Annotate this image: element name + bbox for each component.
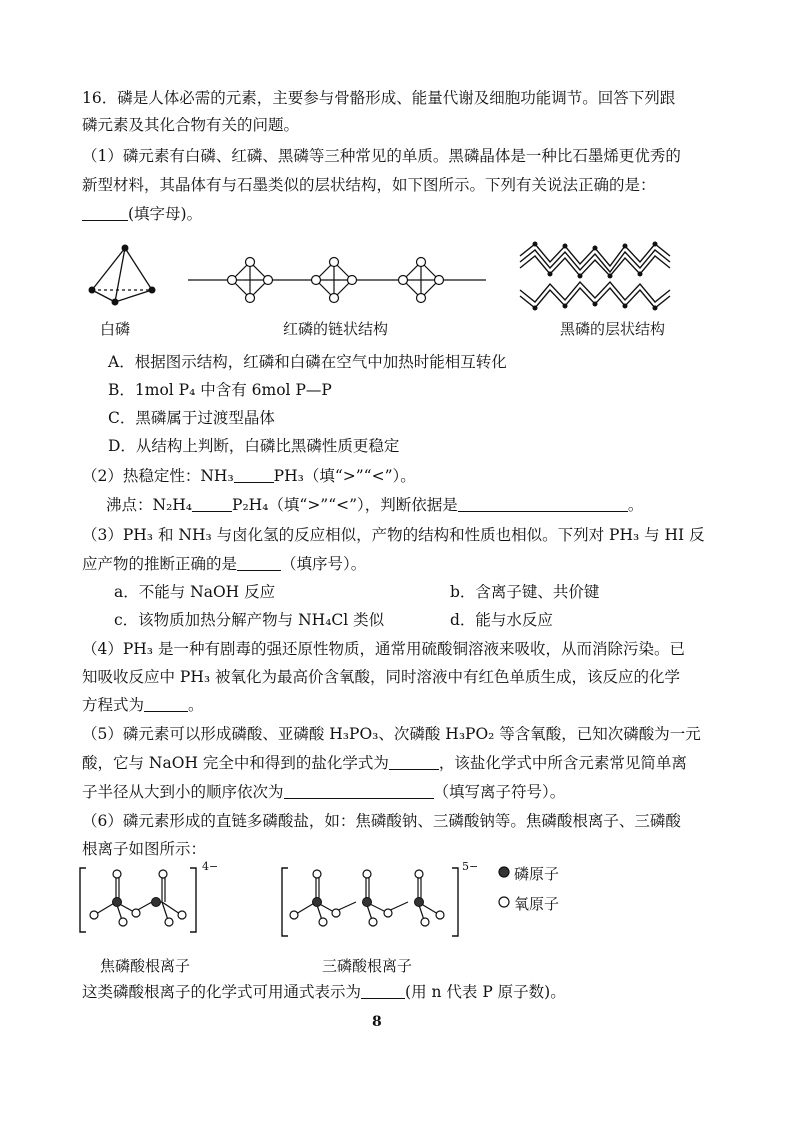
part1-line1: （1）磷元素有白磷、红磷、黑磷等三种常见的单质。黑磷晶体是一种比石墨烯更优秀的: [82, 147, 681, 165]
part4-line2: 知吸收反应中 PH₃ 被氧化为最高价含氧酸，同时溶液中有红色单质生成，该反应的化学: [82, 668, 681, 686]
question-intro-line2: 磷元素及其化合物有关的问题。: [82, 116, 300, 134]
phosphorus-atom-legend-icon: [499, 867, 509, 877]
answer-blank[interactable]: [458, 497, 628, 512]
red-phosphorus-chain: [188, 258, 486, 303]
page-number: 8: [372, 1014, 382, 1030]
part2-boiling-point: 沸点：N₂H₄ P₂H₄（填“>”“<”），判断依据是 。: [106, 496, 644, 514]
part6-line1: （6）磷元素形成的直链多磷酸盐，如：焦磷酸钠、三磷酸钠等。焦磷酸根离子、三磷酸: [82, 812, 681, 830]
oxygen-atom-legend-icon: [499, 897, 509, 907]
answer-blank[interactable]: [389, 755, 439, 770]
answer-blank[interactable]: [361, 984, 405, 999]
part3-line1: （3）PH₃ 和 NH₃ 与卤化氢的反应相似，产物的结构和性质也相似。下列对 PH₃ 与 HI 反: [82, 526, 705, 544]
allotrope-figure: [80, 238, 700, 320]
legend-oxygen: 氧原子: [514, 895, 560, 913]
option-b: b．含离子键、共价键: [450, 583, 600, 601]
answer-blank[interactable]: [234, 468, 274, 483]
caption-red-phosphorus: 红磷的链状结构: [283, 320, 389, 338]
caption-triphosphate: 三磷酸根离子: [322, 957, 413, 975]
part5-line3: 子半径从大到小的顺序依次为 （填写离子符号）。: [82, 783, 566, 801]
option-C: C．黑磷属于过渡型晶体: [108, 409, 275, 427]
part3-line2: 应产物的推断正确的是 （填序号）。: [82, 555, 367, 573]
answer-blank[interactable]: [284, 784, 434, 799]
part1-line2: 新型材料，其晶体有与石墨类似的层状结构，如下图所示。下列有关说法正确的是：: [82, 176, 656, 194]
part4-line1: （4）PH₃ 是一种有剧毒的强还原性物质，通常用硫酸铜溶液来吸收，从而消除污染。已: [82, 640, 685, 658]
option-B: B．1mol P₄ 中含有 6mol P—P: [108, 381, 332, 399]
black-phosphorus-layers: [520, 244, 670, 308]
answer-blank[interactable]: [144, 697, 188, 712]
option-c: c．该物质加热分解产物与 NH₄Cl 类似: [114, 611, 385, 629]
pyrophosphate-charge: 4−: [202, 860, 219, 873]
part2-stability: （2）热稳定性：NH₃ PH₃（填“>”“<”）。: [82, 467, 416, 485]
option-A: A．根据图示结构，红磷和白磷在空气中加热时能相互转化: [108, 353, 507, 371]
question-intro-line1: 16．磷是人体必需的元素，主要参与骨骼形成、能量代谢及细胞功能调节。回答下列跟: [82, 89, 676, 107]
part6-line2: 根离子如图所示：: [82, 840, 207, 858]
white-phosphorus-tetrahedron: [92, 248, 152, 302]
caption-black-phosphorus: 黑磷的层状结构: [560, 320, 666, 338]
caption-pyrophosphate: 焦磷酸根离子: [100, 957, 191, 975]
part4-line3: 方程式为 。: [82, 696, 204, 714]
part5-line2: 酸，它与 NaOH 完全中和得到的盐化学式为 ，该盐化学式中所含元素常见简单离: [82, 754, 687, 772]
final-question: 这类磷酸根离子的化学式可用通式表示为 (用 n 代表 P 原子数)。: [82, 983, 566, 1001]
option-d: d．能与水反应: [450, 611, 553, 629]
option-a: a．不能与 NaOH 反应: [114, 583, 276, 601]
answer-blank[interactable]: [82, 206, 128, 221]
option-D: D．从结构上判断，白磷比黑磷性质更稳定: [108, 437, 400, 455]
answer-blank[interactable]: [237, 556, 281, 571]
caption-white-phosphorus: 白磷: [100, 320, 131, 338]
part1-line3: (填字母)。: [82, 204, 202, 224]
answer-blank[interactable]: [192, 497, 232, 512]
part5-line1: （5）磷元素可以形成磷酸、亚磷酸 H₃PO₃、次磷酸 H₃PO₂ 等含氧酸，已知次磷酸为一元: [82, 725, 701, 743]
legend-phosphorus: 磷原子: [514, 865, 560, 883]
triphosphate-charge: 5−: [462, 860, 479, 873]
polyphosphate-figure: [76, 862, 696, 952]
